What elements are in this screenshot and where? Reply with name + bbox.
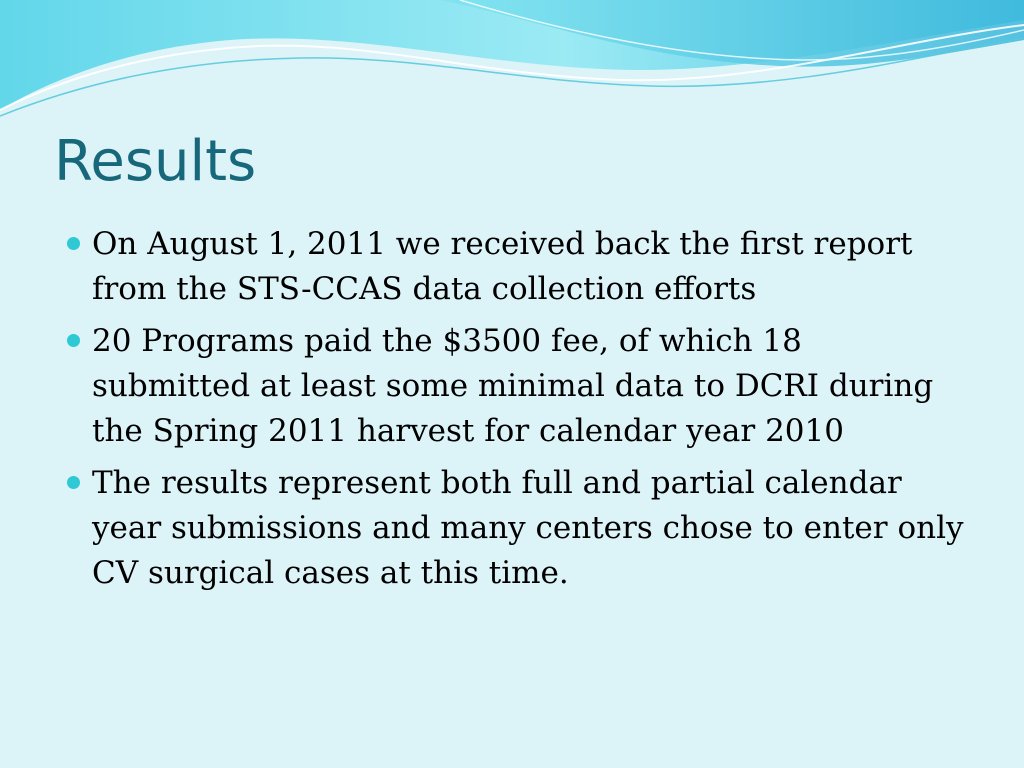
header-wave-decoration [0,0,1024,130]
slide-title: Results [54,129,257,194]
bullet-text: On August 1, 2011 we received back the first report from the STS-CCAS data collection efforts [92,226,913,307]
bullet-text: 20 Programs paid the $3500 fee, of which 18 submitted at least some minimal data to DCRI during the Spring 2011 harvest for calendar year 2010 [92,323,934,449]
bullet-list [64,222,969,603]
bullet-item [64,222,969,312]
bullet-dot-icon [67,237,80,250]
bullet-item [64,319,969,454]
bullet-item [64,461,969,596]
bullet-dot-icon [67,334,80,347]
bullet-dot-icon [67,476,80,489]
bullet-text: The results represent both full and partial calendar year submissions and many centers chose to enter only CV surgical cases at this time. [92,465,964,591]
